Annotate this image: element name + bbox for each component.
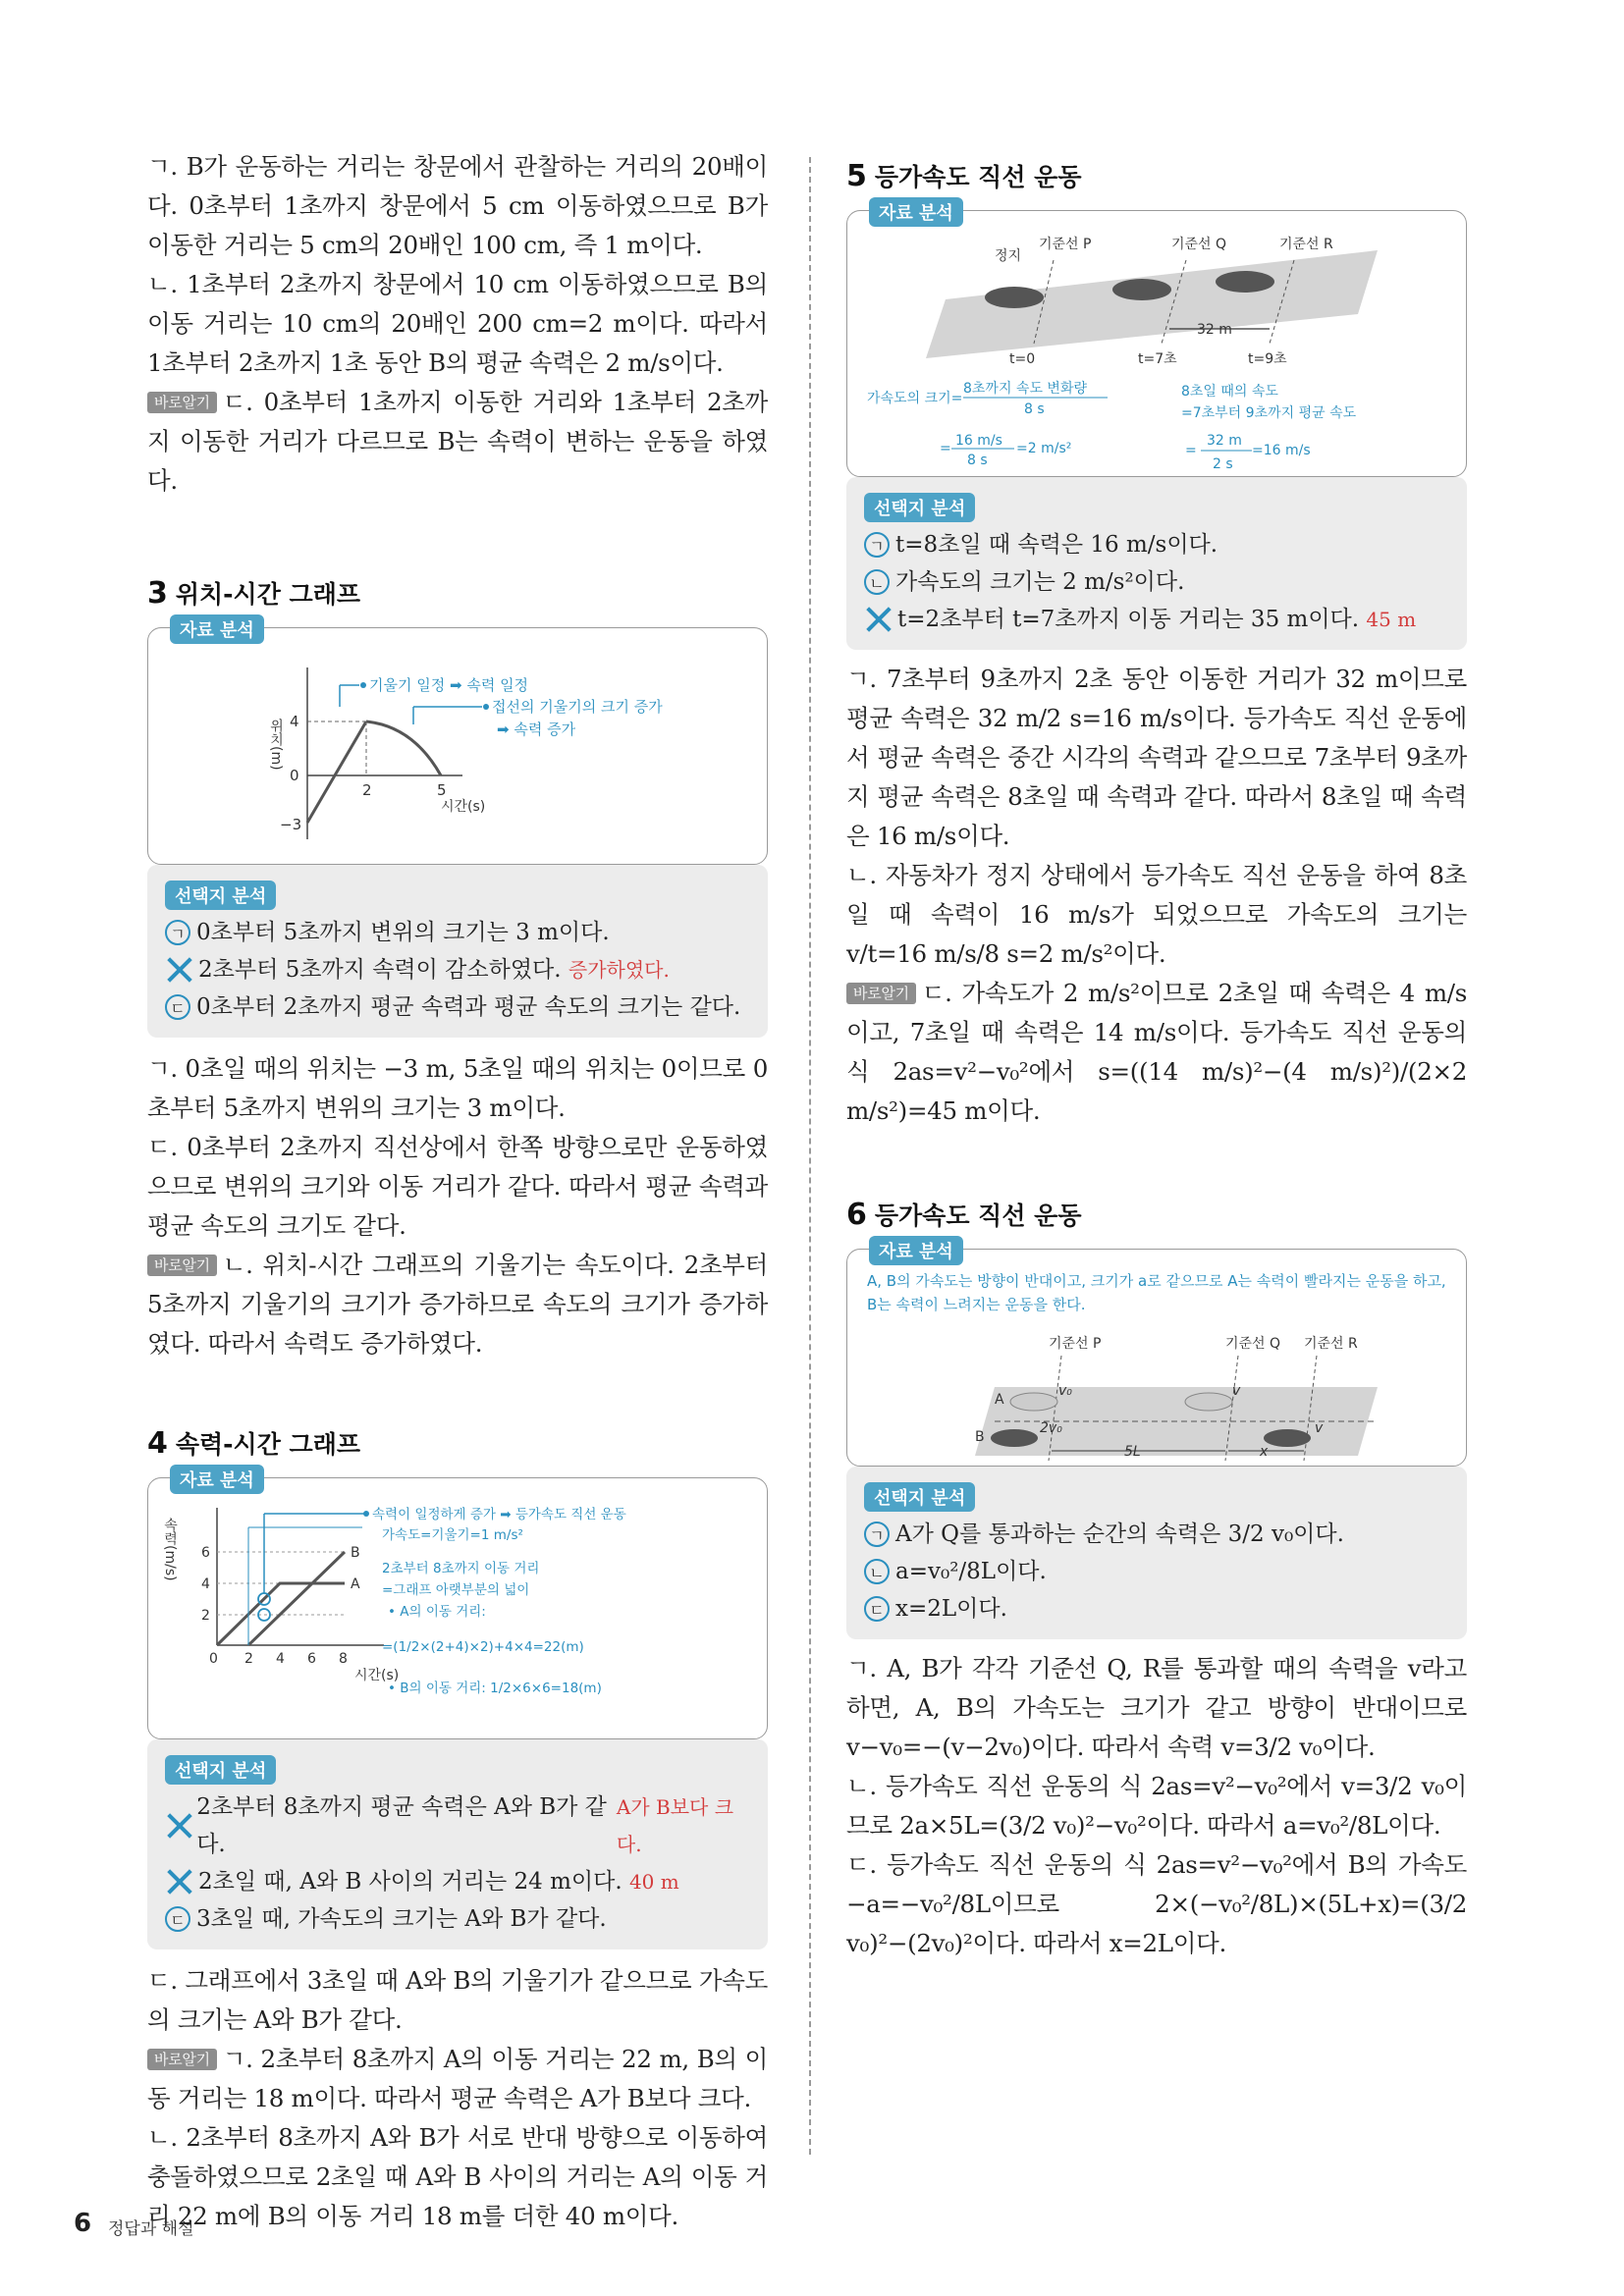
paragraph: [846, 974, 1467, 1131]
svg-text:=: =: [940, 441, 951, 456]
data-analysis-box: [846, 203, 1467, 477]
ref-line-r-label: 기준선 R: [1279, 237, 1333, 252]
tick-label: 4: [290, 713, 299, 730]
car-icon: [1216, 271, 1274, 293]
svg-text:=: =: [1185, 443, 1197, 458]
annotation: 접선의 기울기의 크기 증가: [492, 698, 663, 716]
column-divider: [809, 157, 811, 2155]
annotation: 2초부터 8초까지 이동 거리: [382, 1561, 540, 1576]
annotation: 8초까지 속도 변화량: [963, 381, 1087, 397]
car-icon: [985, 287, 1044, 308]
car-icon: [1185, 1393, 1232, 1411]
correct-mark-icon: ㄴ: [864, 569, 890, 595]
time-label: t=0: [1009, 351, 1036, 367]
right-column: [846, 147, 1467, 1963]
car-b-label: B: [975, 1429, 985, 1445]
length-label: 5L: [1124, 1444, 1141, 1460]
stop-label: 정지: [995, 248, 1022, 264]
footer-label: 정답과 해설: [108, 2219, 194, 2239]
correction-tag: 바로알기: [147, 1255, 217, 1276]
paragraph: ㄷ. 그래프에서 3초일 때 A와 B의 기울기가 같으므로 가속도의 크기는 A와 B가 같다.: [147, 1966, 768, 2034]
option-correct: [864, 563, 1449, 601]
section-number: 6: [846, 1198, 867, 1232]
section-title-3: [147, 574, 768, 614]
correction-tag: 바로알기: [846, 983, 916, 1004]
paragraph: [147, 2040, 768, 2118]
choice-analysis-box: [147, 1739, 768, 1949]
wrong-mark-icon: [864, 605, 893, 634]
tick-label: 6: [307, 1651, 316, 1667]
option-text: 0초부터 5초까지 변위의 크기는 3 m이다.: [196, 920, 610, 945]
choice-analysis-label: 선택지 분석: [165, 881, 276, 910]
paragraph-text: ㄴ. 위치-시간 그래프의 기울기는 속도이다. 2초부터 5초까지 기울기의 크기가 증가하므로 속도의 크기가 증가하였다. 따라서 속력도 증가하였다.: [147, 1251, 768, 1358]
option-wrong: [165, 951, 750, 988]
ref-line-r-label: 기준선 R: [1304, 1336, 1358, 1352]
option-text: 2초일 때, A와 B 사이의 거리는 24 m이다.: [198, 1869, 623, 1895]
car-b-icon: [991, 1429, 1038, 1447]
correct-mark-icon: ㄱ: [165, 920, 190, 945]
x-axis-label: 시간(s): [441, 799, 486, 815]
correct-mark-icon: ㄷ: [864, 1596, 890, 1622]
tick-label: 0: [209, 1651, 218, 1667]
annotation: 가속도=기울기=1 m/s²: [382, 1527, 523, 1543]
option-correct: [165, 1900, 750, 1938]
paragraph: [147, 383, 768, 501]
option-text: 3초일 때, 가속도의 크기는 A와 B가 같다.: [196, 1906, 607, 1932]
section-number: 5: [846, 159, 867, 193]
annotation: • A의 이동 거리:: [388, 1604, 486, 1620]
section-number: 4: [147, 1426, 168, 1461]
section-title-text: 등가속도 직선 운동: [874, 163, 1082, 191]
annotation: 8 s: [1024, 401, 1045, 417]
option-wrong: [165, 1789, 750, 1863]
correct-mark-icon: ㄱ: [864, 1522, 890, 1547]
car-a-label: A: [995, 1392, 1004, 1408]
annotation: 속력이 일정하게 증가 ➡ 등가속도 직선 운동: [372, 1507, 626, 1522]
data-analysis-label: 자료 분석: [869, 197, 963, 227]
section-number: 3: [147, 576, 168, 611]
choice-analysis-box: [147, 865, 768, 1038]
correction-text: A가 B보다 크다.: [616, 1795, 734, 1856]
tick-label: 2: [362, 781, 372, 799]
choice-analysis-label: 선택지 분석: [864, 493, 975, 522]
section-title-4: [147, 1424, 768, 1464]
annotation: =(1/2×(2+4)×2)+4×4=22(m): [382, 1639, 584, 1655]
section-title-5: [846, 157, 1467, 196]
length-label: x: [1260, 1444, 1269, 1460]
option-correct: [864, 1590, 1449, 1628]
data-analysis-label: 자료 분석: [869, 1236, 963, 1265]
x-axis-label: 시간(s): [354, 1668, 400, 1683]
data-analysis-box: [846, 1242, 1467, 1467]
paragraph: ㄴ. 등가속도 직선 운동의 식 2as=v²−v₀²에서 v=3/2 v₀이므로 2a×5L=(3/2 v₀)²−v₀²이다. 따라서 a=v₀²/8L이다.: [846, 1772, 1467, 1840]
tick-label: 0: [290, 767, 299, 784]
velocity-label: v₀: [1058, 1383, 1072, 1399]
paragraph: ㄷ. 등가속도 직선 운동의 식 2as=v²−v₀²에서 B의 가속도 −a=−v₀²/8L이므로 2×(−v₀²/8L)×(5L+x)=(3/2 v₀)²−(2v₀)²이다. 따라서 x=2L이다.: [846, 1850, 1467, 1957]
analysis-note: A, B의 가속도는 방향이 반대이고, 크기가 a로 같으므로 A는 속력이 빨라지는 운동을 하고, B는 속력이 느려지는 운동을 한다.: [867, 1272, 1446, 1313]
position-time-graph: [148, 628, 767, 864]
option-wrong: [165, 1863, 750, 1900]
data-analysis-label: 자료 분석: [170, 614, 264, 644]
wrong-mark-icon: [165, 955, 194, 985]
velocity-label: v: [1232, 1383, 1241, 1399]
option-correct: [165, 988, 750, 1026]
tick-label: 2: [244, 1651, 253, 1667]
y-axis-label: 위치(m): [268, 719, 284, 771]
paragraph: ㄱ. A, B가 각각 기준선 Q, R를 통과할 때의 속력을 v라고 하면, A, B의 가속도는 크기가 같고 방향이 반대이므로 v−v₀=−(v−2v₀)이다. 따라서 속력 v=3/2 v₀이다.: [846, 1654, 1467, 1761]
car-a-icon: [1010, 1393, 1057, 1411]
tick-label: −3: [280, 816, 302, 833]
data-analysis-box: [147, 1470, 768, 1739]
option-text: 2초부터 8초까지 평균 속력은 A와 B가 같다.: [196, 1794, 607, 1857]
annotation: • B의 이동 거리: 1/2×6×6=18(m): [388, 1681, 602, 1696]
velocity-label: 2v₀: [1040, 1420, 1062, 1436]
distance-label: 32 m: [1197, 322, 1232, 338]
ref-line-p-label: 기준선 P: [1039, 237, 1092, 252]
option-wrong: [864, 601, 1449, 638]
correct-mark-icon: ㄴ: [864, 1559, 890, 1584]
paragraph: ㄷ. 0초부터 2초까지 직선상에서 한쪽 방향으로만 운동하였으므로 변위의 크기와 이동 거리가 같다. 따라서 평균 속력과 평균 속도의 크기도 같다.: [147, 1133, 768, 1240]
ref-line-q-label: 기준선 Q: [1171, 237, 1227, 252]
annotation: 기울기 일정 ➡ 속력 일정: [369, 676, 529, 694]
option-text: a=v₀²/8L이다.: [895, 1559, 1047, 1584]
annotation: 16 m/s: [955, 433, 1002, 449]
tick-label: 5: [437, 781, 447, 799]
paragraph-text: ㄱ. 2초부터 8초까지 A의 이동 거리는 22 m, B의 이동 거리는 18 m이다. 따라서 평균 속력은 A가 B보다 크다.: [147, 2045, 768, 2112]
paragraph: ㄴ. 2초부터 8초까지 A와 B가 서로 반대 방향으로 이동하여 충돌하였으므로 2초일 때 A와 B 사이의 거리는 A의 이동 거리 22 m에 B의 이동 거리 18 m를 더한 40 m이다.: [147, 2123, 768, 2230]
option-correct: [864, 1516, 1449, 1553]
annotation: 2 s: [1213, 456, 1233, 472]
option-text: A가 Q를 통과하는 순간의 속력은 3/2 v₀이다.: [895, 1522, 1344, 1547]
annotation: ➡ 속력 증가: [497, 721, 576, 738]
ref-line-p-label: 기준선 P: [1049, 1336, 1102, 1352]
wrong-mark-icon: [165, 1811, 192, 1841]
tick-label: 2: [201, 1608, 210, 1624]
car-motion-diagram: [847, 211, 1466, 476]
wrong-mark-icon: [165, 1867, 194, 1896]
ref-line-q-label: 기준선 Q: [1225, 1336, 1281, 1352]
curve-segment: [366, 721, 441, 775]
annotation: 32 m: [1207, 433, 1242, 449]
paragraph: ㄱ. 0초일 때의 위치는 −3 m, 5초일 때의 위치는 0이므로 0초부터 5초까지 변위의 크기는 3 m이다.: [147, 1054, 768, 1122]
paragraph-text: ㄷ. 0초부터 1초까지 이동한 거리와 1초부터 2초까지 이동한 거리가 다르므로 B는 속력이 변하는 운동을 하였다.: [147, 388, 768, 495]
tick-label: 4: [201, 1576, 210, 1592]
choice-analysis-label: 선택지 분석: [864, 1482, 975, 1512]
correct-mark-icon: ㄱ: [864, 532, 890, 558]
two-car-diagram: [847, 1250, 1466, 1466]
annotation: 가속도의 크기=: [867, 391, 963, 406]
data-analysis-box: [147, 620, 768, 865]
option-text: 가속도의 크기는 2 m/s²이다.: [895, 569, 1185, 595]
section-title-text: 위치-시간 그래프: [175, 580, 361, 609]
annotation: =그래프 아랫부분의 넓이: [382, 1582, 530, 1598]
choice-analysis-label: 선택지 분석: [165, 1755, 276, 1785]
correction-text: 40 m: [628, 1870, 679, 1894]
annotation: =7초부터 9초까지 평균 속도: [1181, 405, 1357, 421]
correction-text: 증가하였다.: [568, 958, 670, 982]
left-column: [147, 147, 768, 2236]
speed-time-graph: [148, 1478, 767, 1738]
tick-label: 8: [339, 1651, 348, 1667]
car-icon: [1264, 1429, 1311, 1447]
correction-text: 45 m: [1366, 608, 1417, 631]
time-label: t=9초: [1248, 351, 1287, 367]
tick-label: 4: [276, 1651, 285, 1667]
time-label: t=7초: [1138, 351, 1177, 367]
option-correct: [864, 1553, 1449, 1590]
paragraph: ㄱ. 7초부터 9초까지 2초 동안 이동한 거리가 32 m이므로 평균 속력은 32 m/2 s=16 m/s이다. 등가속도 직선 운동에서 평균 속력은 중간 시각의 속력과 같으므로 7초부터 9초까지 평균 속력은 8초일 때 속력과 같다. 따라서 8초일 때 속력은 16 m/s이다.: [846, 665, 1467, 850]
paragraph-text: ㄷ. 가속도가 2 m/s²이므로 2초일 때 속력은 4 m/s이고, 7초일 때 속력은 14 m/s이다. 등가속도 직선 운동의 식 2as=v²−v₀²에서 s=((14 m/s)²−(4 m/s)²)/(2×2 m/s²)=45 m이다.: [846, 979, 1467, 1125]
correction-tag: 바로알기: [147, 2049, 217, 2070]
section-title-text: 속력-시간 그래프: [175, 1430, 361, 1459]
option-text: 2초부터 5초까지 속력이 감소하였다.: [198, 957, 562, 983]
section-title-6: [846, 1196, 1467, 1235]
section-title-text: 등가속도 직선 운동: [874, 1201, 1082, 1230]
option-correct: [165, 914, 750, 951]
linear-segment: [307, 721, 366, 823]
data-analysis-label: 자료 분석: [170, 1465, 264, 1494]
tick-label: 6: [201, 1545, 210, 1561]
paragraph: ㄱ. B가 운동하는 거리는 창문에서 관찰하는 거리의 20배이다. 0초부터 1초까지 창문에서 5 cm 이동하였으므로 B가 이동한 거리는 5 cm의 20배인 100 cm, 즉 1 m이다.: [147, 152, 768, 259]
annotation: 8초일 때의 속도: [1181, 384, 1278, 400]
series-b-label: B: [351, 1545, 360, 1561]
car-icon: [1112, 279, 1171, 300]
annotation: 8 s: [967, 453, 988, 468]
page-number: 6: [74, 2209, 92, 2238]
option-correct: [864, 526, 1449, 563]
velocity-label: v: [1315, 1420, 1324, 1436]
paragraph: [147, 1246, 768, 1363]
option-text: t=2초부터 t=7초까지 이동 거리는 35 m이다.: [897, 607, 1360, 632]
annotation: =16 m/s: [1252, 443, 1311, 458]
correct-mark-icon: ㄷ: [165, 994, 190, 1020]
option-text: t=8초일 때 속력은 16 m/s이다.: [895, 532, 1218, 558]
annotation: =2 m/s²: [1016, 441, 1072, 456]
paragraph: ㄴ. 1초부터 2초까지 창문에서 10 cm 이동하였으므로 B의 이동 거리는 10 cm의 20배인 200 cm=2 m이다. 따라서 1초부터 2초까지 1초 동안 B의 평균 속력은 2 m/s이다.: [147, 270, 768, 377]
choice-analysis-box: [846, 477, 1467, 650]
option-text: x=2L이다.: [895, 1596, 1007, 1622]
choice-analysis-box: [846, 1467, 1467, 1639]
y-axis-label: 속력(m/s): [162, 1518, 178, 1581]
correct-mark-icon: ㄷ: [165, 1906, 190, 1932]
series-a-label: A: [351, 1576, 360, 1592]
correction-tag: 바로알기: [147, 392, 217, 413]
option-text: 0초부터 2초까지 평균 속력과 평균 속도의 크기는 같다.: [196, 994, 741, 1020]
paragraph: ㄴ. 자동차가 정지 상태에서 등가속도 직선 운동을 하여 8초일 때 속력이 16 m/s가 되었으므로 가속도의 크기는 v/t=16 m/s/8 s=2 m/s²이다.: [846, 861, 1467, 968]
